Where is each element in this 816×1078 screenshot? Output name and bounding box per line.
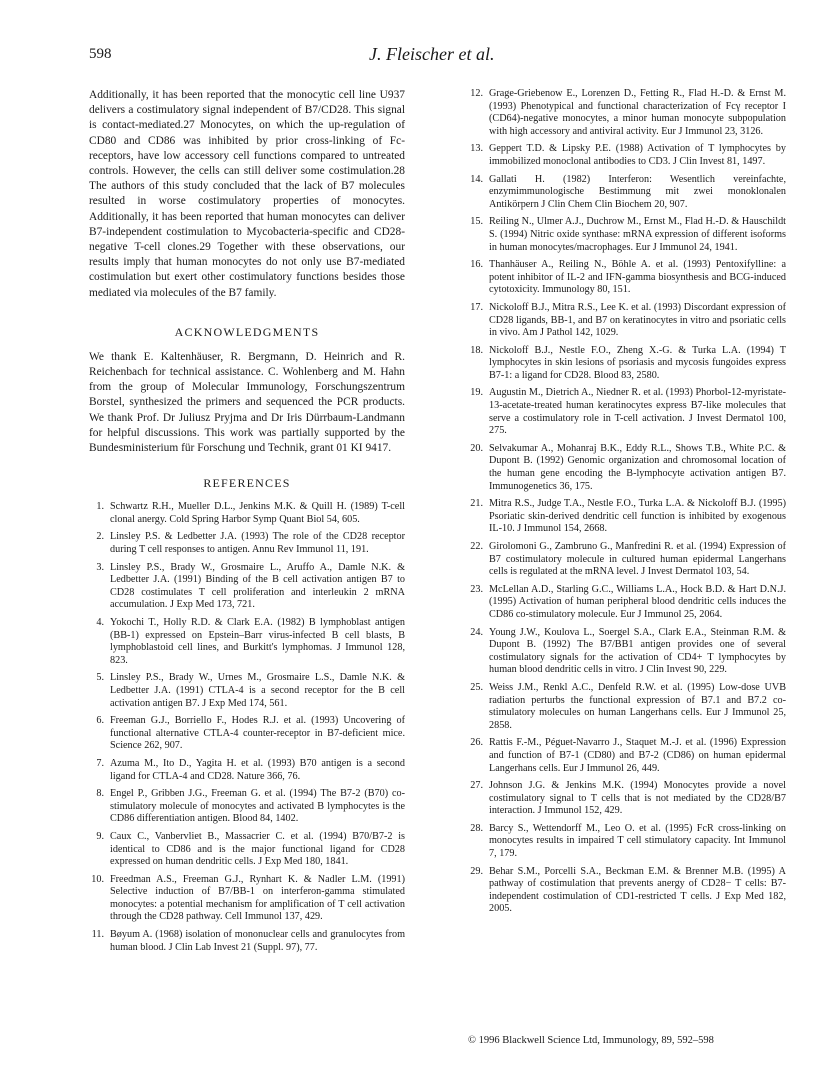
reference-text: Weiss J.M., Renkl A.C., Denfeld R.W. et al. (1995) Low-dose UVB radiation perturbs the functional expression of B7.1 and B7.2 co-stimulatory molecules on human Langerhans cells. Eur J Immunol 25, 2858. <box>489 681 786 731</box>
reference-text: Augustin M., Dietrich A., Niedner R. et al. (1993) Phorbol-12-myristate-13-acetate-treated human keratinocytes express B7-like molecules that serve a costimulatory role in T-cell activation. J Invest Dermatol 100, 275. <box>489 387 786 437</box>
page-number: 598 <box>89 46 112 62</box>
reference-item <box>89 758 405 783</box>
reference-item <box>468 387 786 437</box>
reference-number: 12. <box>470 88 483 99</box>
reference-number: 21. <box>470 498 483 510</box>
reference-list-right <box>468 88 786 916</box>
reference-text: Barcy S., Wettendorff M., Leo O. et al. (1995) FcR cross-linking on monocytes results in impaired T cell stimulatory capacity. Int Immunol 7, 179. <box>489 822 786 860</box>
reference-item <box>468 541 786 579</box>
reference-number: 29. <box>470 865 483 877</box>
reference-number: 22. <box>470 541 483 552</box>
copyright-footer: © 1996 Blackwell Science Ltd, Immunology, 89, 592–598 <box>468 1035 714 1046</box>
reference-item <box>468 174 786 212</box>
reference-text: Schwartz R.H., Mueller D.L., Jenkins M.K. & Quill H. (1989) T-cell clonal anergy. Cold Spring Harbor Symp Quant Biol 54, 605. <box>110 501 405 525</box>
reference-number: 5. <box>96 672 104 684</box>
reference-list-left <box>89 501 405 954</box>
reference-number: 14. <box>470 173 483 185</box>
reference-text: Behar S.M., Porcelli S.A., Beckman E.M. & Brenner M.B. (1995) A pathway of costimulation that prevents anergy of CD28− T cells: B7-independent costimulation of CD1-restricted T cells. J Exp Med 182, 2005. <box>489 865 786 915</box>
reference-number: 1. <box>96 501 104 513</box>
reference-item <box>89 531 405 556</box>
reference-item <box>468 498 786 536</box>
reference-number: 15. <box>470 216 483 228</box>
acknowledgments-heading: ACKNOWLEDGMENTS <box>174 324 320 339</box>
reference-item <box>468 88 786 138</box>
reference-number: 3. <box>96 561 104 573</box>
reference-item <box>468 627 786 677</box>
reference-number: 16. <box>470 259 483 271</box>
body-paragraph: Additionally, it has been reported that the monocytic cell line U937 delivers a costimulatory signal independent of B7/CD28. This signal is contact-mediated.27 Monocytes, on which the up-regulation of CD80 and CD86 was inhibited by prior cross-linking of Fc-receptors, have low accessory cell functions compared to untreated controls. However, the cells can still deliver some costimulation.28 The authors of this study concluded that the lack of B7 molecules resulted in worse costimulatory properties of monocytes. Additionally, it has been reported that human monocytes can deliver B7-independent costimulation to Mycobacteria-specific and CD28-negative T-cell clones.29 Together with these observations, our results imply that human monocytes do not only use B7-mediated costimulation but exert other costimulatory functions besides those mediated via molecules of the B7 family. <box>89 89 405 299</box>
reference-text: Selvakumar A., Mohanraj B.K., Eddy R.L., Shows T.B., White P.C. & Dupont B. (1992) Genomic organization and chromosomal location of the human gene encoding the B-lymphocyte activation antigen B7. Immunogenetics 36, 175. <box>489 442 786 492</box>
reference-text: Johnson J.G. & Jenkins M.K. (1994) Monocytes provide a novel costimulatory signal to T cells that is not mediated by the CD28/B7 interaction. J Immunol 152, 429. <box>489 780 786 817</box>
reference-item <box>89 501 405 526</box>
reference-item <box>468 259 786 297</box>
reference-text: Mitra R.S., Judge T.A., Nestle F.O., Turka L.A. & Nickoloff B.J. (1995) Psoriatic skin-derived dendritic cell function is inhibited by exogenous IL-10. J Immunol 154, 2668. <box>489 498 786 535</box>
reference-text: Linsley P.S. & Ledbetter J.A. (1993) The role of the CD28 receptor during T cell responses to antigen. Annu Rev Immunol 11, 191. <box>110 531 405 556</box>
reference-item <box>89 831 405 869</box>
reference-item <box>89 874 405 924</box>
reference-number: 19. <box>470 387 483 399</box>
reference-text: Azuma M., Ito D., Yagita H. et al. (1993) B70 antigen is a second ligand for CTLA-4 and CD28. Nature 366, 76. <box>110 757 405 782</box>
reference-item <box>468 584 786 622</box>
reference-number: 6. <box>96 715 104 727</box>
reference-text: Bøyum A. (1968) isolation of mononuclear cells and granulocytes from human blood. J Clin Lab Invest 21 (Suppl. 97), 77. <box>110 929 405 953</box>
reference-number: 9. <box>96 830 104 842</box>
reference-number: 20. <box>470 442 483 454</box>
reference-number: 23. <box>470 583 483 595</box>
reference-text: Linsley P.S., Brady W., Grosmaire L., Aruffo A., Damle N.K. & Ledbetter J.A. (1991) Binding of the B cell activation antigen B7 to CD28 costimulates T cell proliferation and interleukin 2 mRNA accumulation. J Exp Med 173, 721. <box>110 561 405 611</box>
reference-item <box>89 672 405 710</box>
reference-item <box>468 682 786 732</box>
reference-item <box>468 823 786 861</box>
reference-text: McLellan A.D., Starling G.C., Williams L.A., Hock B.D. & Hart D.N.J. (1995) Activation of human peripheral blood dendritic cells induces the CD86 co-stimulatory molecule. Eur J Immunol 25, 2064. <box>489 583 786 620</box>
reference-number: 25. <box>470 681 483 693</box>
reference-item <box>468 737 786 775</box>
reference-item <box>89 562 405 612</box>
reference-item <box>89 929 405 954</box>
reference-number: 11. <box>91 929 104 941</box>
reference-text: Girolomoni G., Zambruno G., Manfredini R. et al. (1994) Expression of B7 costimulatory molecule in cultured human epidermal Langerhans cells is regulated at the mRNA level. J Invest Dermatol 103, 54. <box>489 541 786 578</box>
reference-text: Caux C., Vanbervliet B., Massacrier C. et al. (1994) B70/B7-2 is identical to CD86 and is the major functional ligand for CD28 expressed on human dendritic cells. J Exp Med 180, 1841. <box>110 830 405 868</box>
reference-text: Geppert T.D. & Lipsky P.E. (1988) Activation of T lymphocytes by immobilized monoclonal antibodies to CD3. J Clin Invest 81, 1497. <box>489 143 786 167</box>
reference-item <box>468 443 786 493</box>
acknowledgments-text: We thank E. Kaltenhäuser, R. Bergmann, D. Heinrich and R. Reichenbach for technical assistance. C. Wohlenberg and M. Hahn from the group of Molecular Immunology, Forschungszentrum Borstel, synthesized the primers and sequenced the PCR products. We thank Prof. Dr Juliusz Pryjma and Dr Iris Dürrbaum-Landmann for helpful discussions. This work was partially supported by the Bundesministerium für Forschung und Technik, grant 01 KI 9417. <box>89 350 405 455</box>
reference-number: 18. <box>470 344 483 356</box>
reference-text: Engel P., Gribben J.G., Freeman G. et al. (1994) The B7-2 (B70) co-stimulatory molecule of monocytes and activated B lymphocytes is the CD86 differentiation antigen. Blood 84, 1402. <box>110 788 405 825</box>
reference-number: 24. <box>470 626 483 638</box>
reference-number: 10. <box>91 873 104 885</box>
reference-item <box>468 780 786 818</box>
references-heading: REFERENCES <box>203 476 291 491</box>
reference-text: Nickoloff B.J., Nestle F.O., Zheng X.-G. & Turka L.A. (1994) T lymphocytes in skin lesions of psoriasis and mycosis fungoides express B7-1: a ligand for CD28. Blood 83, 2580. <box>489 344 786 381</box>
reference-number: 27. <box>470 780 483 792</box>
reference-text: Thanhäuser A., Reiling N., Böhle A. et al. (1993) Pentoxifylline: a potent inhibitor of IL-2 and IFN-gamma biosynthesis and BCG-induced cytotoxicity. Immunology 80, 151. <box>489 259 786 296</box>
reference-item <box>468 302 786 340</box>
reference-item <box>89 617 405 667</box>
reference-item <box>89 788 405 826</box>
reference-item <box>468 216 786 254</box>
reference-text: Young J.W., Koulova L., Soergel S.A., Clark E.A., Steinman R.M. & Dupont B. (1992) The B7/BB1 antigen provides one of several costimulatory signals for the activation of CD4+ T lymphocytes by human blood dendritic cells in vitro. J Clin Invest 90, 229. <box>489 626 786 676</box>
reference-item <box>468 866 786 916</box>
left-column <box>89 88 405 959</box>
page-header <box>89 46 729 70</box>
reference-text: Freeman G.J., Borriello F., Hodes R.J. et al. (1993) Uncovering of functional alternative CTLA-4 counter-receptor in B7-deficient mice. Science 262, 907. <box>110 715 405 752</box>
reference-item <box>468 143 786 168</box>
reference-text: Linsley P.S., Brady W., Urnes M., Grosmaire L.S., Damle N.K. & Ledbetter J.A. (1991) CTLA-4 is a second receptor for the B cell activation antigen B7. J Exp Med 174, 561. <box>110 672 405 709</box>
reference-number: 4. <box>96 617 104 629</box>
reference-item <box>89 715 405 753</box>
reference-number: 28. <box>470 822 483 834</box>
reference-number: 8. <box>96 788 104 800</box>
reference-text: Gallati H. (1982) Interferon: Wesentlich vereinfachte, enzymimmunologische Bestimmung mit zwei monoklonalen Antikörpern J Clin Chem Clin Biochem 20, 907. <box>489 173 786 210</box>
reference-item <box>468 345 786 383</box>
reference-text: Grage-Griebenow E., Lorenzen D., Fetting R., Flad H.-D. & Ernst M. (1993) Phenotypical and functional characterization of Fcγ receptor I (CD64)-negative monocytes, a minor human monocyte subpopulation with high accessory and antiviral activity. Eur J Immunol 23, 3126. <box>489 88 786 137</box>
reference-text: Reiling N., Ulmer A.J., Duchrow M., Ernst M., Flad H.-D. & Hauschildt S. (1994) Nitric oxide synthase: mRNA expression of different isoforms in human monocytes/macrophages. Eur J Immunol 24, 1941. <box>489 216 786 253</box>
running-head: J. Fleischer et al. <box>369 44 495 64</box>
reference-number: 2. <box>96 531 104 543</box>
reference-text: Rattis F.-M., Péguet-Navarro J., Staquet M.-J. et al. (1996) Expression and function of B7-1 (CD80) and B7-2 (CD86) on human epidermal Langerhans cells. Eur J Immunol 26, 449. <box>489 737 786 774</box>
reference-text: Freedman A.S., Freeman G.J., Rynhart K. & Nadler L.M. (1991) Selective induction of B7/BB-1 on interferon-gamma stimulated monocytes: a potential mechanism for amplification of T cell activation through the CD28 pathway. Cell Immunol 137, 429. <box>110 873 405 923</box>
reference-number: 17. <box>470 301 483 313</box>
reference-number: 7. <box>96 757 104 769</box>
reference-number: 13. <box>470 143 483 155</box>
reference-text: Nickoloff B.J., Mitra R.S., Lee K. et al. (1993) Discordant expression of CD28 ligands, BB-1, and B7 on keratinocytes in vitro and psoriatic cells in vivo. Am J Pathol 142, 1029. <box>489 301 786 339</box>
right-column <box>468 88 786 921</box>
reference-text: Yokochi T., Holly R.D. & Clark E.A. (1982) B lymphoblast antigen (BB-1) expressed on Epstein–Barr virus-infected B cell blasts, B lymphoblastoid cell lines, and Burkitt's lymphomas. J Immunol 128, 823. <box>110 617 405 666</box>
reference-number: 26. <box>470 737 483 749</box>
